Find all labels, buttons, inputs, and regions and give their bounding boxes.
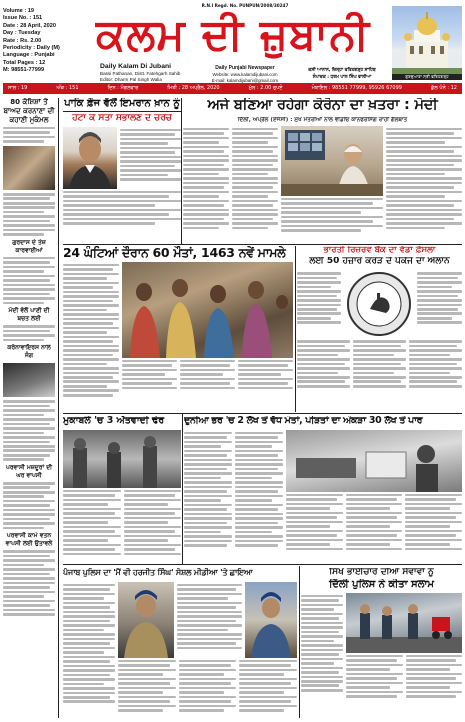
date-bar-date: ਮਿਤੀ : 28 ਅਪ੍ਰੈਲ, 2020 xyxy=(167,85,220,91)
soldiers-illustration xyxy=(63,430,181,488)
street-illustration xyxy=(346,593,462,653)
modi-video-conference-photo xyxy=(281,126,383,196)
world-story-photo xyxy=(286,430,462,492)
lead-story-photo-col xyxy=(281,126,383,244)
gurdwara-illustration xyxy=(392,6,462,80)
publisher-address: Bassi Pathanan, Distt. Fatehgarh Sahib xyxy=(100,71,181,76)
lead-story-subhead: ਦਿੱਲੀ, ਅਪ੍ਰੈਲ (ਏਜੰਸੀ) : ਮੁੱਖ ਮੰਤਰੀਆਂ ਨਾਲ ਵੀਡੀਓ ਕਾਨਫਰੰਸਿੰਗ ਰਾਹੀਂ ਗੱਲਬਾਤ xyxy=(237,117,408,123)
pak-story-headline: ਪਾਕਿ ਫ਼ੌਜ ਵੱਲੋਂ ਇਮਰਾਨ ਖ਼ਾਨ ਨੂੰ xyxy=(63,98,181,112)
date-bar xyxy=(3,83,462,94)
world-headline: ਦੁਨੀਆ ਭਰ 'ਚ 2 ਲੱਖ ਤੋਂ ਵੱਧ ਮੌਤਾਂ, ਪੀੜਤਾਂ ਦਾ ਅੰਕੜਾ 30 ਲੱਖ ਤੋਂ ਪਾਰ xyxy=(184,416,423,426)
portrait-illustration xyxy=(63,127,117,189)
bottom-right-story xyxy=(301,568,462,718)
hospital-illustration xyxy=(286,430,462,492)
rbi-story-headline: ਭਾਰਤੀ ਰਿਜ਼ਰਵ ਬੈਂਕ ਦਾ ਵੱਡਾ ਫ਼ੈਸਲਾ xyxy=(323,246,436,255)
pak-story-subhead: ਹਟਾ ਕੇ ਸੱਤਾ ਸੰਭਾਲਣ ਦੇ ਚਰਚੇ xyxy=(72,114,172,123)
bottom-right-headline-line-1: ਸਿੱਖ ਭਾਈਚਾਰੇ ਦੀਆਂ ਸੇਵਾਵਾਂ ਨੂੰ xyxy=(329,568,434,577)
lead-story-col-2 xyxy=(232,126,278,244)
clash-story-body xyxy=(63,430,181,562)
daily-label: Daily Kalam Di Jubani xyxy=(100,63,172,70)
edition-rate: Rate : Rs. 2.00 xyxy=(3,37,42,44)
masthead-punjabi-block xyxy=(296,67,388,81)
police-officer-photo xyxy=(118,582,174,658)
world-story-body xyxy=(184,430,462,562)
edition-day: Day : Tuesday xyxy=(3,30,41,37)
column-rule-1 xyxy=(181,98,182,244)
clash-headline: ਮੁਕਾਬਲੇ 'ਚ 3 ਅੱਤਵਾਦੀ ਢੇਰ xyxy=(63,416,165,426)
editor-name: Editor: Dharm Pal Singh Walia xyxy=(100,77,162,82)
masthead-right-line-2: ਸੰਪਾਦਕ : ਧਰਮ ਪਾਲ ਸਿੰਘ ਵਾਲੀਆ xyxy=(312,75,372,80)
date-bar-volume: ਸਾਲ : 19 xyxy=(8,85,28,91)
person-illustration xyxy=(245,582,297,658)
lead-story-body xyxy=(183,126,462,244)
stats-headline: 24 ਘੰਟਿਆਂ ਦੌਰਾਨ 60 ਮੌਤਾਂ, 1463 ਨਵੇਂ ਮਾਮਲੇ xyxy=(63,246,286,260)
masthead-right-line-1: ਕਸੀ ਆਨਾਨ, ਜ਼ਿਲ੍ਹਾ ਫਤਿਹਗੜ੍ਹ ਸਾਹਿਬ xyxy=(308,68,376,73)
rbi-story-subhead: ਲਈ 50 ਹਜ਼ਾਰ ਕਰੋੜ ਦੇ ਪੈਕੇਜ ਦਾ ਐਲਾਨ xyxy=(309,257,450,267)
horizontal-rule-1 xyxy=(63,244,462,245)
left-column-photo xyxy=(3,146,55,190)
left-column-item-5-headline: ਪਰਵਾਸੀ ਮਜ਼ਦੂਰਾਂ ਦੀ ਘਰ ਵਾਪਸੀ xyxy=(5,464,53,480)
masthead-contact-block xyxy=(200,65,290,84)
bottom-left-story xyxy=(63,582,297,718)
delhi-police-salute-photo xyxy=(346,593,462,653)
edition-issue: Issue No. : 151 xyxy=(3,15,43,22)
left-column-photo-2 xyxy=(3,363,55,397)
date-bar-issue: ਅੰਕ : 151 xyxy=(56,85,79,91)
left-column-item-4-headline: ਕਰੋਨਾਵਾਇਰਸ ਨਾਲ ਜੰਗ xyxy=(7,344,51,360)
rbi-logo xyxy=(344,270,414,338)
migrant-workers-photo xyxy=(122,262,293,358)
email: E-mail: kalamdijubani@gmail.com xyxy=(211,78,279,83)
masthead-gurdwara-photo xyxy=(392,6,462,80)
clash-story-photo xyxy=(63,430,181,488)
imran-khan-photo xyxy=(63,127,117,189)
date-bar-day: ਦਿਨ : ਮੰਗਲਵਾਰ xyxy=(107,85,139,91)
officer-illustration xyxy=(118,582,174,658)
masthead-title: ਕਲਮ ਦੀ ਜ਼ੁਬਾਨੀ xyxy=(95,10,371,60)
left-column-headline: 80 ਕੋਸ਼ਿਸ਼ਾਂ ਤੋਂ ਬਾਅਦ ਕਰਨਾਣਾ ਦੀ ਕਹਾਣੀ ਮੁਕੰਮਲ xyxy=(3,98,55,124)
website: Website: www.kalamdijubani.com xyxy=(212,72,278,77)
date-bar-pages: ਕੁੱਲ ਪੰਨੇ : 12 xyxy=(431,85,457,91)
lead-story-col-4 xyxy=(386,126,462,244)
bottom-divider xyxy=(63,564,462,565)
registration-number: R.N.I Regd. No. PUNPUN/2008/30247 xyxy=(201,3,289,8)
stats-story-body xyxy=(63,262,293,410)
lead-story-col-1 xyxy=(183,126,229,244)
rbi-emblem-icon xyxy=(346,271,412,337)
left-column-item-3-headline: ਮੋਦੀ ਵੱਲੋਂ ਪਾਣੀ ਦੀ ਬਚਤ ਲਈ xyxy=(8,307,50,323)
bottom-right-headline-line-2: ਦਿੱਲੀ ਪੁਲਿਸ ਨੇ ਕੀਤਾ ਸਲਾਮ xyxy=(329,578,434,590)
left-column-item-2-headline: ਗੁਰਦਾਸ ਦੇ ਤੇਜ਼ ਕਾਰਵਾਈਆਂ xyxy=(12,238,46,254)
column-rule-3 xyxy=(182,414,183,564)
lead-story-headline: ਅਜੇ ਬਣਿਆ ਰਹੇਗਾ ਕੋਰੋਨਾ ਦਾ ਖ਼ਤਰਾ : ਮੋਦੀ xyxy=(207,98,438,113)
edition-info-box xyxy=(3,8,75,75)
bottom-left-headline: ਪੰਜਾਬ ਪੁਲਿਸ ਦਾ 'ਮੈਂ ਵੀ ਹਰਜੀਤ ਸਿੰਘ' ਸੋਸ਼ਲ ਮੀਡੀਆ 'ਤੇ ਛਾਇਆ xyxy=(63,568,253,577)
edition-periodicity: Periodicity : Daily (M) xyxy=(3,45,60,52)
date-bar-price: ਮੁੱਲ : 2.00 ਰੁਪਏ xyxy=(248,85,283,91)
edition-mobile: M: 98551-77999 xyxy=(3,67,45,74)
date-bar-phone: ਮੋਬਾਇਲ : 98551 77999, 95926 67099 xyxy=(311,85,402,91)
masthead-publisher-block xyxy=(100,63,195,83)
edition-pages: Total Pages : 12 xyxy=(3,59,46,66)
video-conference-illustration xyxy=(281,126,383,196)
pak-story xyxy=(63,98,181,236)
edition-date: Date : 28 April, 2020 xyxy=(3,22,56,29)
edition-language: Language : Punjabi xyxy=(3,52,55,59)
column-rule-4 xyxy=(299,566,300,718)
masthead-photo-caption: ਗੁਰਦੁਆਰਾ ਸ੍ਰੀ ਫਤਿਹਗੜ੍ਹ xyxy=(392,74,462,80)
column-rule-2 xyxy=(295,246,296,412)
newspaper-type: Daily Punjabi Newspaper xyxy=(215,65,275,71)
crowd-illustration xyxy=(122,262,293,358)
rbi-story xyxy=(297,246,462,411)
left-news-column xyxy=(3,98,59,718)
edition-volume: Volume : 19 xyxy=(3,8,34,14)
horizontal-rule-2 xyxy=(63,413,462,414)
left-column-bottom-headline: ਪਰਵਾਸੀ ਕਾਮੇ ਵਤਨ ਵਾਪਸੀ ਲਈ ਉਤਾਵਲੇ xyxy=(5,532,53,548)
stats-col-1 xyxy=(63,262,119,410)
harjeet-singh-photo xyxy=(245,582,297,658)
